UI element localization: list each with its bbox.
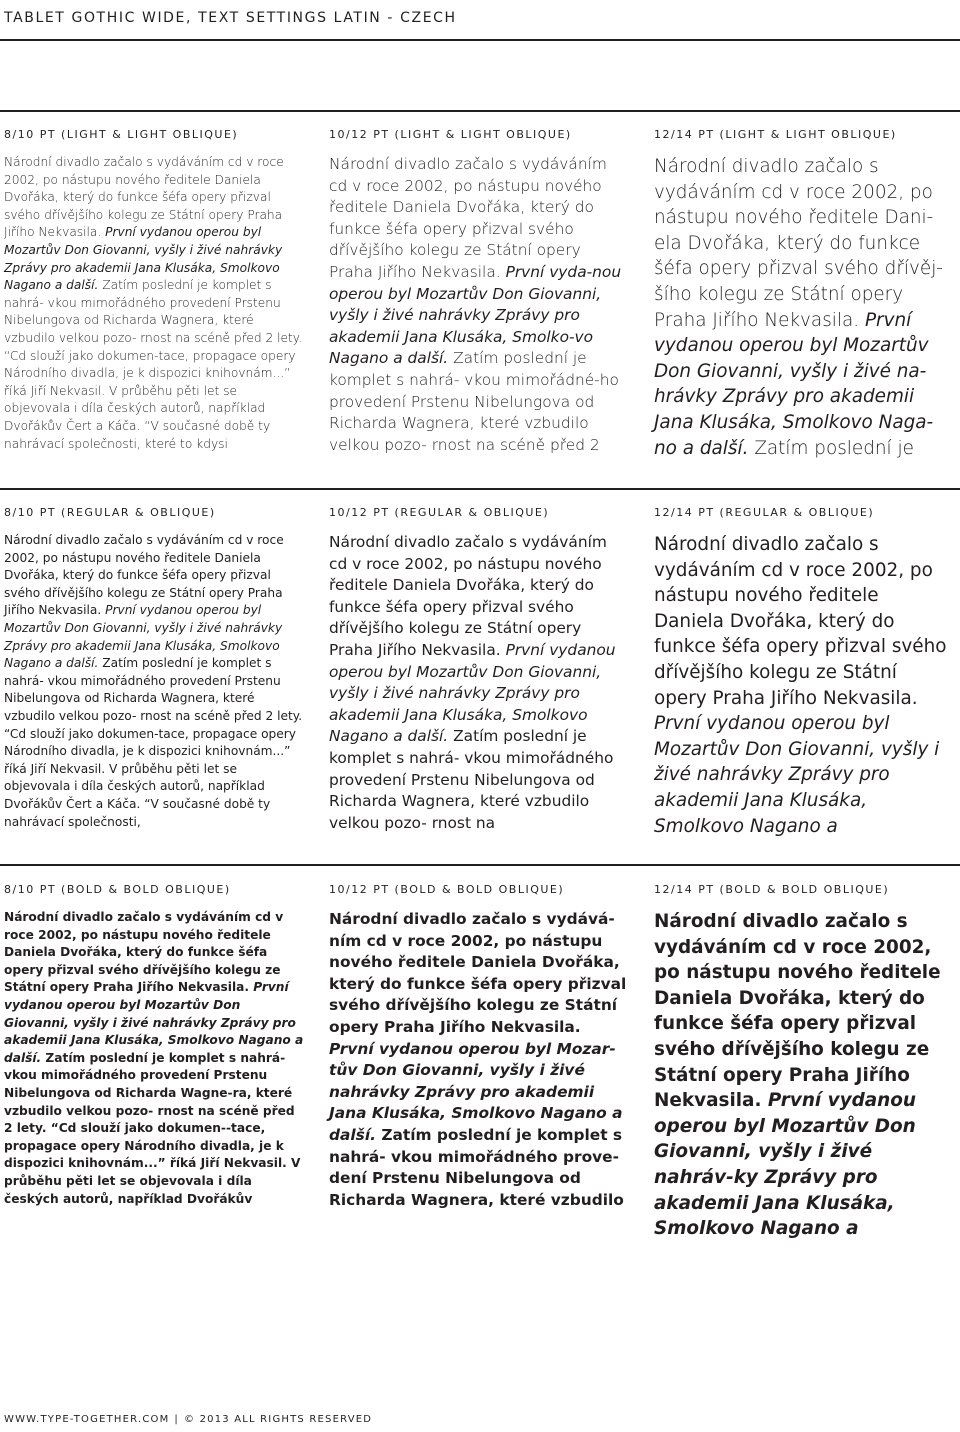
header-rule (0, 39, 960, 41)
specimen-text: Národní divadlo začalo s vydáváním cd v roce 2002, po nástupu nového ředitele Dani-ela Dvořáka, který do funkce šéfa opery přizval svého dřívěj-šího kolegu ze Státní opery Praha Jiřího Nekvasila. První vydanou operou byl Mozartův Don Giovanni, vyšly i živé na-hrávky Zprávy pro akademii Jana Klusáka, Smolkovo Naga-no a další. Zatím poslední je (654, 156, 943, 459)
specimen-label: 8/10 PT (REGULAR & OBLIQUE) (4, 506, 216, 519)
specimen-text: Národní divadlo začalo s vydává-ním cd v roce 2002, po nástupu nového ředitele Daniela Dvořáka, který do funkce šéfa opery přizval svého dřívějšího kolegu ze Státní opery Praha Jiřího Nekvasila. První vydanou operou byl Mozar-tův Don Giovanni, vyšly i živé nahrávky Zprávy pro akademii Jana Klusáka, Smolkovo Nagano a další. Zatím poslední je komplet s nahrá- vkou mimořádného prove-dení Prstenu Nibelungova od Richarda Wagnera, které vzbudilo (329, 910, 627, 1209)
section-divider-light (0, 110, 960, 112)
footer (4, 1414, 372, 1425)
specimen-regular-8-10 (4, 506, 304, 831)
specimen-bold-10-12 (329, 883, 629, 1211)
specimen-light-8-10 (4, 128, 304, 453)
specimen-regular-12-14 (654, 506, 954, 839)
footer-url[interactable]: WWW.TYPE-TOGETHER.COM (4, 1414, 170, 1425)
section-divider-bold (0, 864, 960, 866)
specimen-label: 10/12 PT (LIGHT & LIGHT OBLIQUE) (329, 128, 572, 141)
specimen-regular-10-12 (329, 506, 629, 834)
specimen-label: 12/14 PT (BOLD & BOLD OBLIQUE) (654, 883, 890, 896)
specimen-light-12-14 (654, 128, 954, 461)
specimen-text: Národní divadlo začalo s vydáváním cd v roce 2002, po nástupu nového ředitele Daniela Dvořáka, který do funkce šéfa opery přizval svého dřívějšího kolegu ze Státní opery Praha Jiřího Nekvasila. První vydanou operou byl Mozartův Don Giovanni, vyšly i živé nahrávky Zprávy pro akademii Jana Klusáka, Smolkovo Nagano a (654, 534, 947, 837)
specimen-text: Národní divadlo začalo s vydáváním cd v roce 2002, po nástupu nového ředitele Daniela Dvořáka, který do funkce šéfa opery přizval svého dřívějšího kolegu ze Státní opery Praha Jiřího Nekvasila. První vydanou operou byl Mozartův Don Giovanni, vyšly i živé nahrávky Zprávy pro akademii Jana Klusáka, Smolkovo Nagano a další. Zatím poslední je komplet s nahrá- vkou mimořádného provedení Prstenu Nibelungova od Richarda Wagnera, které vzbudilo velkou pozo- rnost na (329, 533, 616, 832)
footer-copyright: © 2013 ALL RIGHTS RESERVED (183, 1414, 373, 1425)
specimen-label: 8/10 PT (BOLD & BOLD OBLIQUE) (4, 883, 231, 896)
specimen-text: Národní divadlo začalo s vydáváním cd v roce 2002, po nástupu nového ředitele Daniela Dvořáka, který do funkce šéfa opery přizval svého dřívějšího kolegu ze Státní opery Praha Jiřího Nekvasila. První vydanou operou byl Mozartův Don Giovanni, vyšly i živé nahrávky Zprávy pro akademii Jana Klusáka, Smolkovo Nagano a další. Zatím poslední je komplet s nahrá- vkou mimořádného provedení Prstenu Nibelungova od Richarda Wagnera, které vzbudilo velkou pozo- rnost na scéně před 2 lety. “Cd slouží jako dokumen-tace, propagace opery Národního divadla, je k dispozici knihovnám...” říká Jiří Nekvasil. V průběhu pěti let se objevovala i díla českých autorů, například Dvořákův Čert a Káča. “V současné době ty nahrávací společnosti, (4, 533, 303, 829)
specimen-text: Národní divadlo začalo s vydáváním cd v roce 2002, po nástupu nového ředitele Daniela Dvořáka, který do funkce šéfa opery přizval svého dřívějšího kolegu ze Státní opery Praha Jiřího Nekvasila. První vydanou operou byl Mozartův Don Giovanni, vyšly i živé nahrávky Zprávy pro akademii Jana Klusáka, Smolkovo Nagano a další. Zatím poslední je komplet s nahrá- vkou mimořádného provedení Prstenu Nibelungova od Richarda Wagne-ra, které vzbudilo velkou pozo- rnost na scéně před 2 lety. “Cd slouží jako dokumen--tace, propagace opery Národního divadla, je k dispozici knihovnám...” říká Jiří Nekvasil. V průběhu pěti let se objevovala i díla českých autorů, například Dvořákův (4, 910, 304, 1206)
specimen-text: Národní divadlo začalo s vydáváním cd v roce 2002, po nástupu nového ředitele Daniela Dvořáka, který do funkce šéfa opery přizval svého dřívějšího kolegu ze Státní opery Praha Jiřího Nekvasila. První vydanou operou byl Mozartův Don Giovanni, vyšly i živé nahráv-ky Zprávy pro akademii Jana Klusáka, Smolkovo Nagano a (654, 911, 941, 1240)
specimen-text: Národní divadlo začalo s vydáváním cd v roce 2002, po nástupu nového ředitele Daniela Dvořáka, který do funkce šéfa opery přizval svého dřívějšího kolegu ze Státní opery Praha Jiřího Nekvasila. První vydanou operou byl Mozartův Don Giovanni, vyšly i živé nahrávky Zprávy pro akademii Jana Klusáka, Smolkovo Nagano a další. Zatím poslední je komplet s nahrá- vkou mimořádného provedení Prstenu Nibelungova od Richarda Wagnera, které vzbudilo velkou pozo- rnost na scéně před 2 lety. “Cd slouží jako dokumen-tace, propagace opery Národního divadla, je k dispozici knihovnám...” říká Jiří Nekvasil. V průběhu pěti let se objevovala i díla českých autorů, například Dvořákův Čert a Káča. “V současné době ty nahrávací společnosti, které to kdysi (4, 155, 303, 451)
section-divider-regular (0, 488, 960, 490)
footer-separator: | (174, 1414, 179, 1425)
specimen-label: 12/14 PT (LIGHT & LIGHT OBLIQUE) (654, 128, 897, 141)
specimen-bold-12-14 (654, 883, 954, 1242)
specimen-light-10-12 (329, 128, 629, 456)
specimen-bold-8-10 (4, 883, 304, 1208)
specimen-label: 10/12 PT (REGULAR & OBLIQUE) (329, 506, 550, 519)
specimen-label: 12/14 PT (REGULAR & OBLIQUE) (654, 506, 875, 519)
specimen-label: 8/10 PT (LIGHT & LIGHT OBLIQUE) (4, 128, 239, 141)
page-title: TABLET GOTHIC WIDE, TEXT SETTINGS LATIN - CZECH (4, 10, 457, 26)
specimen-label: 10/12 PT (BOLD & BOLD OBLIQUE) (329, 883, 565, 896)
specimen-text: Národní divadlo začalo s vydáváním cd v roce 2002, po nástupu nového ředitele Daniela Dvořáka, který do funkce šéfa opery přizval svého dřívějšího kolegu ze Státní opery Praha Jiřího Nekvasila. První vyda-nou operou byl Mozartův Don Giovanni, vyšly i živé nahrávky Zprávy pro akademii Jana Klusáka, Smolko-vo Nagano a další. Zatím poslední je komplet s nahrá- vkou mimořádné-ho provedení Prstenu Nibelungova od Richarda Wagnera, které vzbudilo velkou pozo- rnost na scéně před 2 (329, 155, 622, 454)
